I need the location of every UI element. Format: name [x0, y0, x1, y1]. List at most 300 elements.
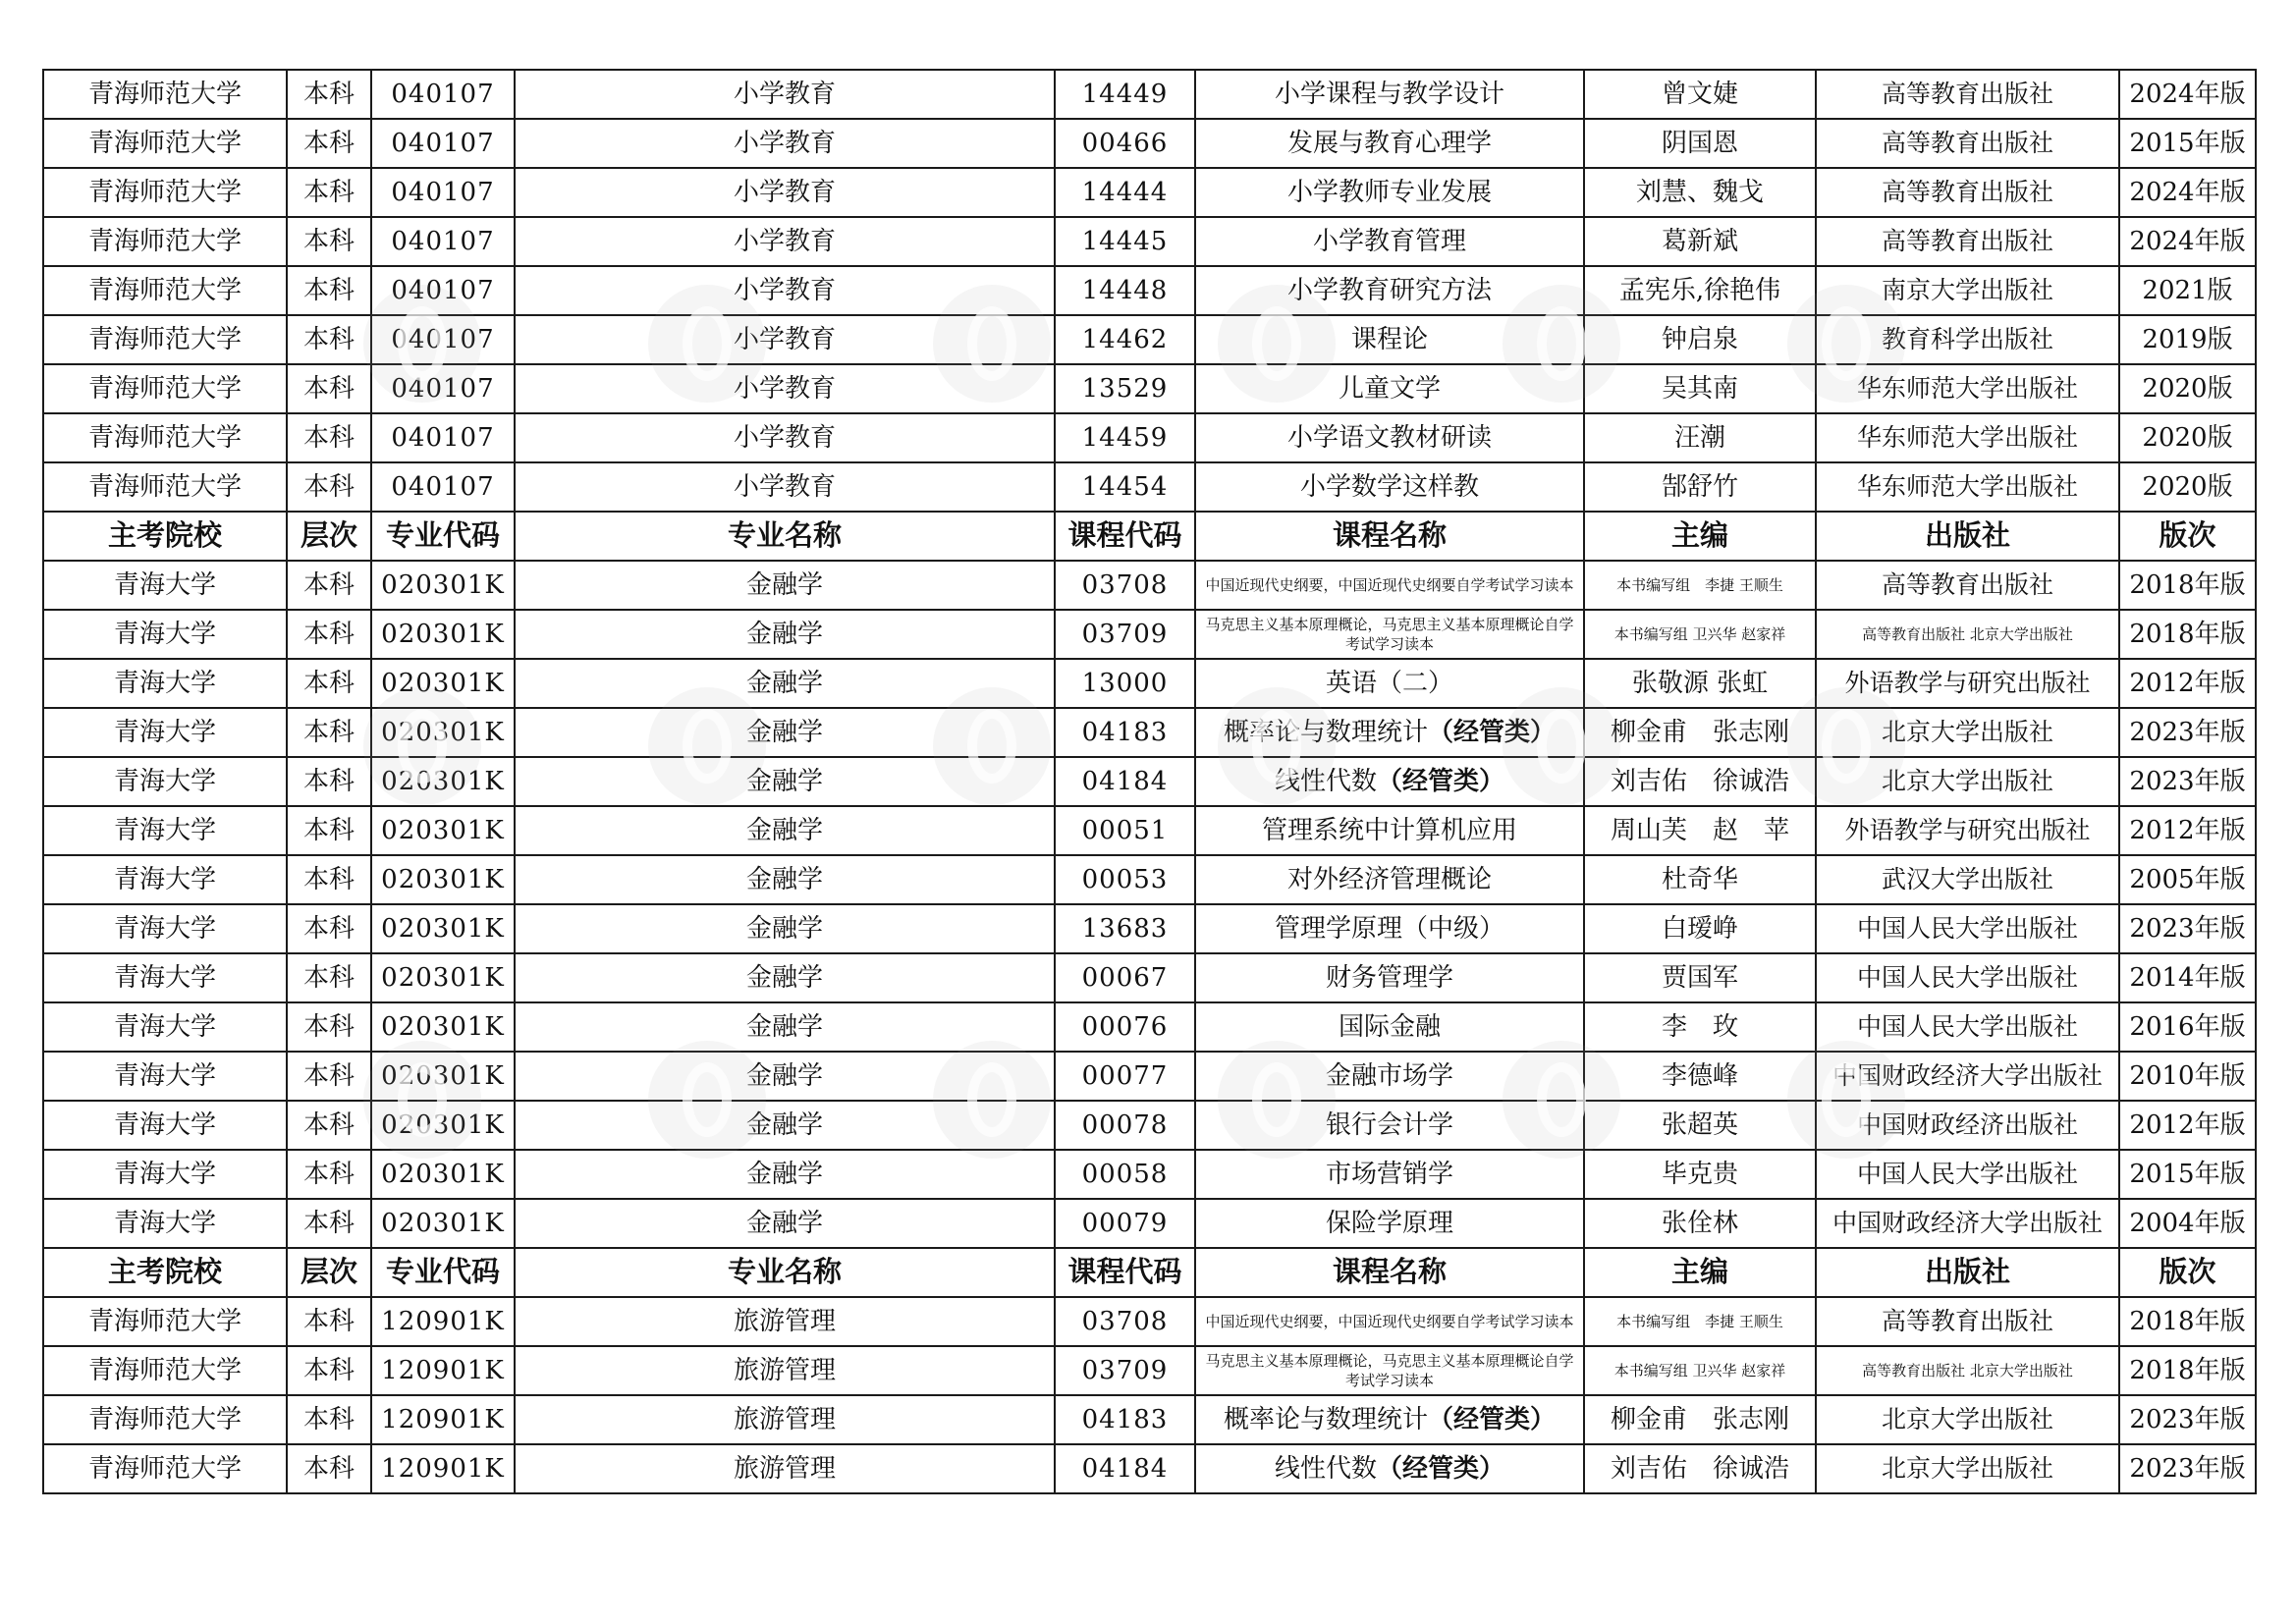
cell-course-name: 课程论 [1195, 315, 1584, 364]
cell-edition: 2016年版 [2119, 1002, 2256, 1052]
course-name-text: 线性代数 [1274, 766, 1377, 796]
cell-course-name: 小学教育研究方法 [1195, 266, 1584, 315]
cell-course-name: 马克思主义基本原理概论，马克思主义基本原理概论自学考试学习读本 [1195, 1346, 1584, 1395]
table-row [43, 1199, 2256, 1248]
table-row [43, 1346, 2256, 1395]
cell-edition: 2023年版 [2119, 708, 2256, 757]
cell-publisher: 高等教育出版社 [1816, 217, 2119, 266]
table-row [43, 1052, 2256, 1101]
course-name-text: 概率论与数理统计 [1223, 1404, 1428, 1434]
cell-course-code: 13529 [1055, 364, 1195, 413]
cell-edition: 2012年版 [2119, 659, 2256, 708]
cell-course-code: 00077 [1055, 1052, 1195, 1101]
course-name-text: 线性代数 [1274, 1453, 1377, 1484]
cell-level: 本科 [287, 708, 371, 757]
cell-level: 本科 [287, 1199, 371, 1248]
cell-major-code: 040107 [371, 413, 515, 462]
course-name-text: 概率论与数理统计 [1223, 717, 1428, 747]
cell-editor: 柳金甫 张志刚 [1584, 1395, 1816, 1444]
course-name-category: （经管类） [1377, 1453, 1505, 1484]
table-row [43, 855, 2256, 904]
cell-major-name: 旅游管理 [515, 1297, 1055, 1346]
cell-editor: 贾国军 [1584, 953, 1816, 1002]
cell-publisher: 北京大学出版社 [1816, 1444, 2119, 1493]
cell-major-name: 金融学 [515, 757, 1055, 806]
cell-course-code: 14449 [1055, 70, 1195, 119]
table-row [43, 1395, 2256, 1444]
cell-publisher: 外语教学与研究出版社 [1816, 659, 2119, 708]
table-row [43, 1297, 2256, 1346]
cell-publisher: 中国人民大学出版社 [1816, 904, 2119, 953]
cell-course-code: 03708 [1055, 1297, 1195, 1346]
cell-edition: 2012年版 [2119, 806, 2256, 855]
cell-editor: 毕克贵 [1584, 1150, 1816, 1199]
cell-course-name: 市场营销学 [1195, 1150, 1584, 1199]
cell-major-code: 040107 [371, 217, 515, 266]
cell-level: 本科 [287, 315, 371, 364]
cell-major-code: 120901K [371, 1444, 515, 1493]
cell-course-code: 14462 [1055, 315, 1195, 364]
cell-major-name: 小学教育 [515, 70, 1055, 119]
cell-major-code: 040107 [371, 364, 515, 413]
cell-course-code: 04183 [1055, 708, 1195, 757]
cell-course-name: 管理学原理（中级） [1195, 904, 1584, 953]
cell-edition: 2004年版 [2119, 1199, 2256, 1248]
cell-major-name: 小学教育 [515, 462, 1055, 512]
table-row [43, 315, 2256, 364]
cell-course-name [1195, 757, 1584, 806]
table-row [43, 1150, 2256, 1199]
cell-editor: 吴其南 [1584, 364, 1816, 413]
cell-course-name: 对外经济管理概论 [1195, 855, 1584, 904]
cell-major-code: 040107 [371, 119, 515, 168]
cell-course-code: 00051 [1055, 806, 1195, 855]
table-row [43, 462, 2256, 512]
cell-editor: 本书编写组 李捷 王顺生 [1584, 561, 1816, 610]
table-row [43, 1002, 2256, 1052]
cell-course-name: 小学课程与教学设计 [1195, 70, 1584, 119]
cell-edition: 2015年版 [2119, 1150, 2256, 1199]
cell-level: 本科 [287, 1052, 371, 1101]
cell-editor: 曾文婕 [1584, 70, 1816, 119]
cell-major-name: 旅游管理 [515, 1346, 1055, 1395]
cell-publisher: 中国人民大学出版社 [1816, 1002, 2119, 1052]
cell-level: 本科 [287, 413, 371, 462]
cell-edition: 2014年版 [2119, 953, 2256, 1002]
cell-editor: 李德峰 [1584, 1052, 1816, 1101]
cell-major-code: 040107 [371, 462, 515, 512]
cell-course-code: 03709 [1055, 610, 1195, 659]
cell-major-code: 020301K [371, 1002, 515, 1052]
cell-level: 本科 [287, 561, 371, 610]
cell-school: 青海大学 [43, 708, 287, 757]
cell-school: 青海师范大学 [43, 1346, 287, 1395]
cell-major-name: 金融学 [515, 1150, 1055, 1199]
cell-course-name: 中国近现代史纲要，中国近现代史纲要自学考试学习读本 [1195, 561, 1584, 610]
cell-course-name: 小学数学这样教 [1195, 462, 1584, 512]
column-header-course-name: 课程名称 [1195, 1248, 1584, 1297]
cell-major-code: 040107 [371, 70, 515, 119]
cell-publisher: 华东师范大学出版社 [1816, 462, 2119, 512]
cell-level: 本科 [287, 168, 371, 217]
cell-major-code: 120901K [371, 1395, 515, 1444]
cell-editor: 柳金甫 张志刚 [1584, 708, 1816, 757]
cell-major-name: 小学教育 [515, 266, 1055, 315]
cell-major-name: 金融学 [515, 1052, 1055, 1101]
cell-school: 青海师范大学 [43, 1297, 287, 1346]
cell-major-name: 金融学 [515, 855, 1055, 904]
table-row [43, 1444, 2256, 1493]
cell-level: 本科 [287, 1444, 371, 1493]
cell-school: 青海大学 [43, 953, 287, 1002]
cell-edition: 2023年版 [2119, 757, 2256, 806]
cell-editor: 本书编写组 卫兴华 赵家祥 [1584, 1346, 1816, 1395]
course-name-category: （经管类） [1428, 1404, 1557, 1434]
cell-edition: 2018年版 [2119, 1346, 2256, 1395]
cell-school: 青海师范大学 [43, 1395, 287, 1444]
column-header-publisher: 出版社 [1816, 1248, 2119, 1297]
table-row [43, 757, 2256, 806]
cell-publisher: 华东师范大学出版社 [1816, 413, 2119, 462]
table-row [43, 217, 2256, 266]
cell-course-code: 00053 [1055, 855, 1195, 904]
cell-publisher: 中国财政经济出版社 [1816, 1101, 2119, 1150]
cell-publisher: 教育科学出版社 [1816, 315, 2119, 364]
column-header-level: 层次 [287, 1248, 371, 1297]
column-header-editor: 主编 [1584, 512, 1816, 561]
table-header-row [43, 1248, 2256, 1297]
cell-publisher: 中国人民大学出版社 [1816, 1150, 2119, 1199]
cell-course-name: 财务管理学 [1195, 953, 1584, 1002]
cell-publisher: 北京大学出版社 [1816, 708, 2119, 757]
table-header-row [43, 512, 2256, 561]
cell-school: 青海师范大学 [43, 217, 287, 266]
cell-school: 青海师范大学 [43, 1444, 287, 1493]
cell-course-name: 保险学原理 [1195, 1199, 1584, 1248]
column-header-level: 层次 [287, 512, 371, 561]
table-row [43, 168, 2256, 217]
cell-editor: 张佺林 [1584, 1199, 1816, 1248]
cell-school: 青海师范大学 [43, 119, 287, 168]
cell-major-code: 020301K [371, 610, 515, 659]
cell-major-code: 040107 [371, 168, 515, 217]
cell-level: 本科 [287, 1346, 371, 1395]
cell-publisher: 高等教育出版社 [1816, 119, 2119, 168]
cell-major-code: 020301K [371, 659, 515, 708]
cell-level: 本科 [287, 855, 371, 904]
cell-major-name: 小学教育 [515, 364, 1055, 413]
cell-publisher: 南京大学出版社 [1816, 266, 2119, 315]
cell-edition: 2020版 [2119, 364, 2256, 413]
cell-school: 青海大学 [43, 1101, 287, 1150]
cell-edition: 2023年版 [2119, 1444, 2256, 1493]
cell-school: 青海师范大学 [43, 70, 287, 119]
cell-level: 本科 [287, 1297, 371, 1346]
cell-course-name: 金融市场学 [1195, 1052, 1584, 1101]
cell-course-code: 03709 [1055, 1346, 1195, 1395]
cell-edition: 2024年版 [2119, 168, 2256, 217]
course-name-category: （经管类） [1377, 766, 1505, 796]
column-header-major-name: 专业名称 [515, 1248, 1055, 1297]
cell-major-code: 040107 [371, 315, 515, 364]
cell-editor: 阴国恩 [1584, 119, 1816, 168]
cell-course-code: 04184 [1055, 1444, 1195, 1493]
cell-school: 青海师范大学 [43, 315, 287, 364]
cell-major-name: 金融学 [515, 708, 1055, 757]
cell-major-code: 020301K [371, 1150, 515, 1199]
cell-publisher: 高等教育出版社 [1816, 561, 2119, 610]
cell-major-name: 金融学 [515, 806, 1055, 855]
cell-course-name: 小学语文教材研读 [1195, 413, 1584, 462]
table-body [43, 70, 2256, 1493]
cell-course-code: 03708 [1055, 561, 1195, 610]
cell-course-name: 银行会计学 [1195, 1101, 1584, 1150]
table-row [43, 1101, 2256, 1150]
cell-course-code: 00058 [1055, 1150, 1195, 1199]
table-row [43, 610, 2256, 659]
cell-course-code: 14444 [1055, 168, 1195, 217]
cell-major-name: 小学教育 [515, 413, 1055, 462]
cell-major-name: 金融学 [515, 904, 1055, 953]
cell-publisher: 高等教育出版社 [1816, 70, 2119, 119]
cell-major-code: 020301K [371, 1199, 515, 1248]
cell-school: 青海大学 [43, 855, 287, 904]
table-row [43, 364, 2256, 413]
cell-level: 本科 [287, 1150, 371, 1199]
cell-editor: 张敬源 张虹 [1584, 659, 1816, 708]
cell-editor: 张超英 [1584, 1101, 1816, 1150]
table-row [43, 413, 2256, 462]
cell-course-name: 英语（二） [1195, 659, 1584, 708]
cell-major-code: 020301K [371, 1052, 515, 1101]
cell-editor: 郜舒竹 [1584, 462, 1816, 512]
cell-course-name: 儿童文学 [1195, 364, 1584, 413]
table-row [43, 806, 2256, 855]
cell-major-name: 小学教育 [515, 119, 1055, 168]
table-row [43, 561, 2256, 610]
cell-course-name: 马克思主义基本原理概论，马克思主义基本原理概论自学考试学习读本 [1195, 610, 1584, 659]
cell-edition: 2018年版 [2119, 1297, 2256, 1346]
cell-level: 本科 [287, 1002, 371, 1052]
cell-school: 青海大学 [43, 610, 287, 659]
cell-publisher: 高等教育出版社 [1816, 168, 2119, 217]
cell-course-code: 00067 [1055, 953, 1195, 1002]
cell-course-name: 管理系统中计算机应用 [1195, 806, 1584, 855]
cell-editor: 孟宪乐,徐艳伟 [1584, 266, 1816, 315]
cell-edition: 2012年版 [2119, 1101, 2256, 1150]
cell-major-name: 金融学 [515, 1199, 1055, 1248]
column-header-major-code: 专业代码 [371, 1248, 515, 1297]
cell-level: 本科 [287, 364, 371, 413]
cell-edition: 2020版 [2119, 413, 2256, 462]
cell-major-code: 040107 [371, 266, 515, 315]
table-row [43, 659, 2256, 708]
cell-major-name: 旅游管理 [515, 1444, 1055, 1493]
cell-publisher: 中国财政经济大学出版社 [1816, 1052, 2119, 1101]
column-header-publisher: 出版社 [1816, 512, 2119, 561]
cell-school: 青海师范大学 [43, 364, 287, 413]
cell-major-name: 小学教育 [515, 217, 1055, 266]
cell-major-code: 020301K [371, 561, 515, 610]
cell-course-code: 14454 [1055, 462, 1195, 512]
table-row [43, 266, 2256, 315]
cell-publisher: 中国财政经济大学出版社 [1816, 1199, 2119, 1248]
column-header-edition: 版次 [2119, 1248, 2256, 1297]
cell-course-code: 04183 [1055, 1395, 1195, 1444]
cell-course-code: 00079 [1055, 1199, 1195, 1248]
cell-course-name: 中国近现代史纲要，中国近现代史纲要自学考试学习读本 [1195, 1297, 1584, 1346]
cell-edition: 2005年版 [2119, 855, 2256, 904]
cell-school: 青海师范大学 [43, 266, 287, 315]
table-row [43, 708, 2256, 757]
cell-major-name: 金融学 [515, 1002, 1055, 1052]
cell-edition: 2018年版 [2119, 561, 2256, 610]
cell-major-name: 小学教育 [515, 168, 1055, 217]
cell-course-code: 04184 [1055, 757, 1195, 806]
cell-level: 本科 [287, 953, 371, 1002]
cell-level: 本科 [287, 659, 371, 708]
cell-editor: 刘吉佑 徐诚浩 [1584, 1444, 1816, 1493]
cell-edition: 2024年版 [2119, 70, 2256, 119]
column-header-school: 主考院校 [43, 512, 287, 561]
cell-course-code: 00078 [1055, 1101, 1195, 1150]
cell-course-name: 小学教师专业发展 [1195, 168, 1584, 217]
cell-editor: 周山芙 赵 苹 [1584, 806, 1816, 855]
cell-course-name: 发展与教育心理学 [1195, 119, 1584, 168]
cell-major-code: 020301K [371, 806, 515, 855]
cell-school: 青海大学 [43, 659, 287, 708]
cell-major-code: 020301K [371, 904, 515, 953]
table-row [43, 904, 2256, 953]
cell-major-name: 金融学 [515, 610, 1055, 659]
column-header-editor: 主编 [1584, 1248, 1816, 1297]
cell-edition: 2024年版 [2119, 217, 2256, 266]
cell-publisher: 武汉大学出版社 [1816, 855, 2119, 904]
column-header-major-name: 专业名称 [515, 512, 1055, 561]
cell-editor: 葛新斌 [1584, 217, 1816, 266]
cell-major-code: 120901K [371, 1346, 515, 1395]
cell-school: 青海师范大学 [43, 413, 287, 462]
course-name-category: （经管类） [1428, 717, 1557, 747]
cell-level: 本科 [287, 757, 371, 806]
cell-major-name: 旅游管理 [515, 1395, 1055, 1444]
column-header-course-code: 课程代码 [1055, 1248, 1195, 1297]
cell-school: 青海大学 [43, 1150, 287, 1199]
column-header-school: 主考院校 [43, 1248, 287, 1297]
cell-edition: 2023年版 [2119, 1395, 2256, 1444]
table-row [43, 953, 2256, 1002]
cell-major-code: 120901K [371, 1297, 515, 1346]
cell-course-name [1195, 708, 1584, 757]
cell-school: 青海大学 [43, 1002, 287, 1052]
cell-course-name: 国际金融 [1195, 1002, 1584, 1052]
cell-major-name: 小学教育 [515, 315, 1055, 364]
cell-level: 本科 [287, 119, 371, 168]
cell-major-name: 金融学 [515, 561, 1055, 610]
cell-major-code: 020301K [371, 708, 515, 757]
cell-course-name: 小学教育管理 [1195, 217, 1584, 266]
cell-major-code: 020301K [371, 1101, 515, 1150]
cell-level: 本科 [287, 462, 371, 512]
cell-course-code: 00076 [1055, 1002, 1195, 1052]
cell-level: 本科 [287, 610, 371, 659]
cell-editor: 白瑷峥 [1584, 904, 1816, 953]
cell-editor: 本书编写组 李捷 王顺生 [1584, 1297, 1816, 1346]
column-header-edition: 版次 [2119, 512, 2256, 561]
cell-publisher: 北京大学出版社 [1816, 757, 2119, 806]
cell-edition: 2019版 [2119, 315, 2256, 364]
cell-edition: 2010年版 [2119, 1052, 2256, 1101]
cell-major-code: 020301K [371, 757, 515, 806]
cell-course-name [1195, 1395, 1584, 1444]
cell-level: 本科 [287, 1395, 371, 1444]
cell-editor: 刘吉佑 徐诚浩 [1584, 757, 1816, 806]
cell-school: 青海大学 [43, 806, 287, 855]
cell-publisher: 外语教学与研究出版社 [1816, 806, 2119, 855]
cell-course-code: 13000 [1055, 659, 1195, 708]
cell-course-code: 14459 [1055, 413, 1195, 462]
table-row [43, 70, 2256, 119]
cell-level: 本科 [287, 217, 371, 266]
cell-school: 青海大学 [43, 904, 287, 953]
cell-course-code: 00466 [1055, 119, 1195, 168]
cell-editor: 本书编写组 卫兴华 赵家祥 [1584, 610, 1816, 659]
cell-level: 本科 [287, 70, 371, 119]
cell-school: 青海师范大学 [43, 168, 287, 217]
column-header-course-name: 课程名称 [1195, 512, 1584, 561]
cell-publisher: 北京大学出版社 [1816, 1395, 2119, 1444]
cell-major-code: 020301K [371, 855, 515, 904]
column-header-course-code: 课程代码 [1055, 512, 1195, 561]
cell-course-code: 13683 [1055, 904, 1195, 953]
cell-publisher: 高等教育出版社 北京大学出版社 [1816, 610, 2119, 659]
cell-school: 青海师范大学 [43, 462, 287, 512]
cell-edition: 2023年版 [2119, 904, 2256, 953]
cell-editor: 钟启泉 [1584, 315, 1816, 364]
cell-course-code: 14445 [1055, 217, 1195, 266]
cell-major-name: 金融学 [515, 1101, 1055, 1150]
textbook-table [42, 69, 2257, 1494]
cell-level: 本科 [287, 904, 371, 953]
column-header-major-code: 专业代码 [371, 512, 515, 561]
cell-edition: 2020版 [2119, 462, 2256, 512]
cell-major-code: 020301K [371, 953, 515, 1002]
cell-level: 本科 [287, 1101, 371, 1150]
cell-level: 本科 [287, 266, 371, 315]
cell-edition: 2021版 [2119, 266, 2256, 315]
cell-school: 青海大学 [43, 1052, 287, 1101]
cell-publisher: 高等教育出版社 北京大学出版社 [1816, 1346, 2119, 1395]
cell-school: 青海大学 [43, 561, 287, 610]
cell-major-name: 金融学 [515, 953, 1055, 1002]
cell-edition: 2015年版 [2119, 119, 2256, 168]
cell-level: 本科 [287, 806, 371, 855]
cell-major-name: 金融学 [515, 659, 1055, 708]
cell-edition: 2018年版 [2119, 610, 2256, 659]
cell-publisher: 中国人民大学出版社 [1816, 953, 2119, 1002]
cell-editor: 汪潮 [1584, 413, 1816, 462]
cell-school: 青海大学 [43, 757, 287, 806]
cell-school: 青海大学 [43, 1199, 287, 1248]
cell-publisher: 高等教育出版社 [1816, 1297, 2119, 1346]
cell-publisher: 华东师范大学出版社 [1816, 364, 2119, 413]
cell-editor: 刘慧、魏戈 [1584, 168, 1816, 217]
cell-course-code: 14448 [1055, 266, 1195, 315]
cell-course-name [1195, 1444, 1584, 1493]
cell-editor: 李 玫 [1584, 1002, 1816, 1052]
table-row [43, 119, 2256, 168]
cell-editor: 杜奇华 [1584, 855, 1816, 904]
